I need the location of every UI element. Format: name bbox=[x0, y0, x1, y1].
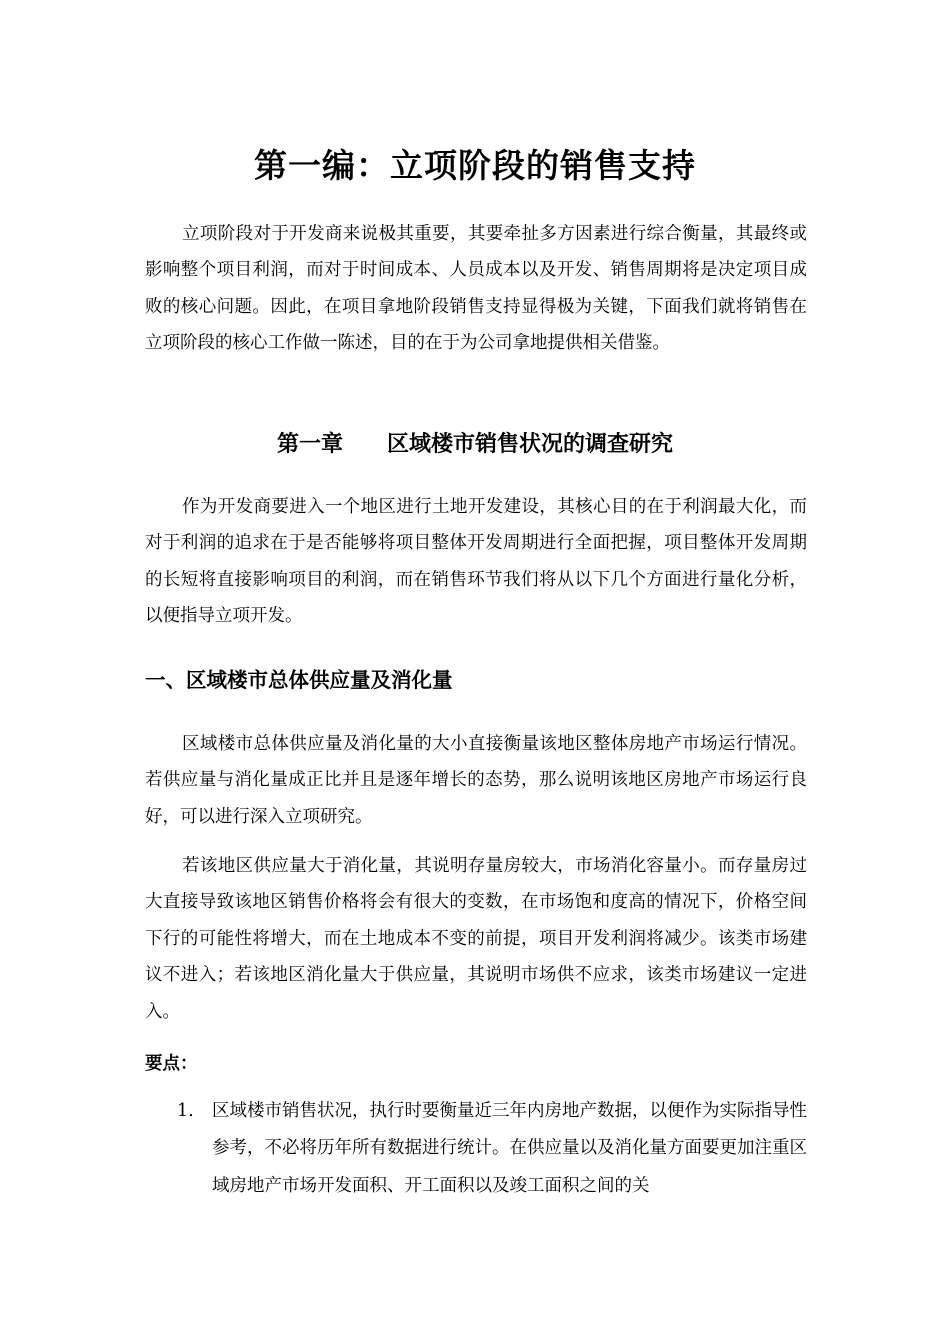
chapter-title: 第一章 区域楼市销售状况的调查研究 bbox=[276, 431, 673, 457]
section-title: 一、区域楼市总体供应量及消化量 bbox=[145, 668, 453, 692]
section-paragraph-1: 区域楼市总体供应量及消化量的大小直接衡量该地区整体房地产市场运行情况。若供应量与消化量成正比并且是逐年增长的态势，那么说明该地区房地产市场运行良好，可以进行深入立项研究。 bbox=[145, 734, 807, 827]
list-item-number: 1. bbox=[177, 1101, 194, 1121]
section-paragraph-2: 若该地区供应量大于消化量，其说明存量房较大，市场消化容量小。而存量房过大直接导致该地区销售价格将会有很大的变数，在市场饱和度高的情况下，价格空间下行的可能性将增大，而在土地成本不变的前提，项目开发利润将减少。该类市场建议不进入；若该地区消化量大于供应量，其说明市场供不应求，该类市场建议一定进入。 bbox=[145, 856, 807, 1022]
part-title: 第一编：立项阶段的销售支持 bbox=[254, 146, 696, 185]
intro-paragraph: 立项阶段对于开发商来说极其重要，其要牵扯多方因素进行综合衡量，其最终或影响整个项目利润，而对于时间成本、人员成本以及开发、销售周期将是决定项目成败的核心问题。因此，在项目拿地阶段销售支持显得极为关键，下面我们就将销售在立项阶段的核心工作做一陈述，目的在于为公司拿地提供相关借鉴。 bbox=[145, 224, 807, 354]
keypoints-label: 要点： bbox=[145, 1054, 198, 1074]
chapter-paragraph: 作为开发商要进入一个地区进行土地开发建设，其核心目的在于利润最大化，而对于利润的追求在于是否能够将项目整体开发周期进行全面把握，项目整体开发周期的长短将直接影响项目的利润，而在销售环节我们将从以下几个方面进行量化分析，以便指导立项开发。 bbox=[145, 497, 807, 627]
list-item-text: 区域楼市销售状况，执行时要衡量近三年内房地产数据，以便作为实际指导性参考，不必将历年所有数据进行统计。在供应量以及消化量方面要更加注重区域房地产市场开发面积、开工面积以及竣工面积之间的关 bbox=[212, 1101, 807, 1196]
